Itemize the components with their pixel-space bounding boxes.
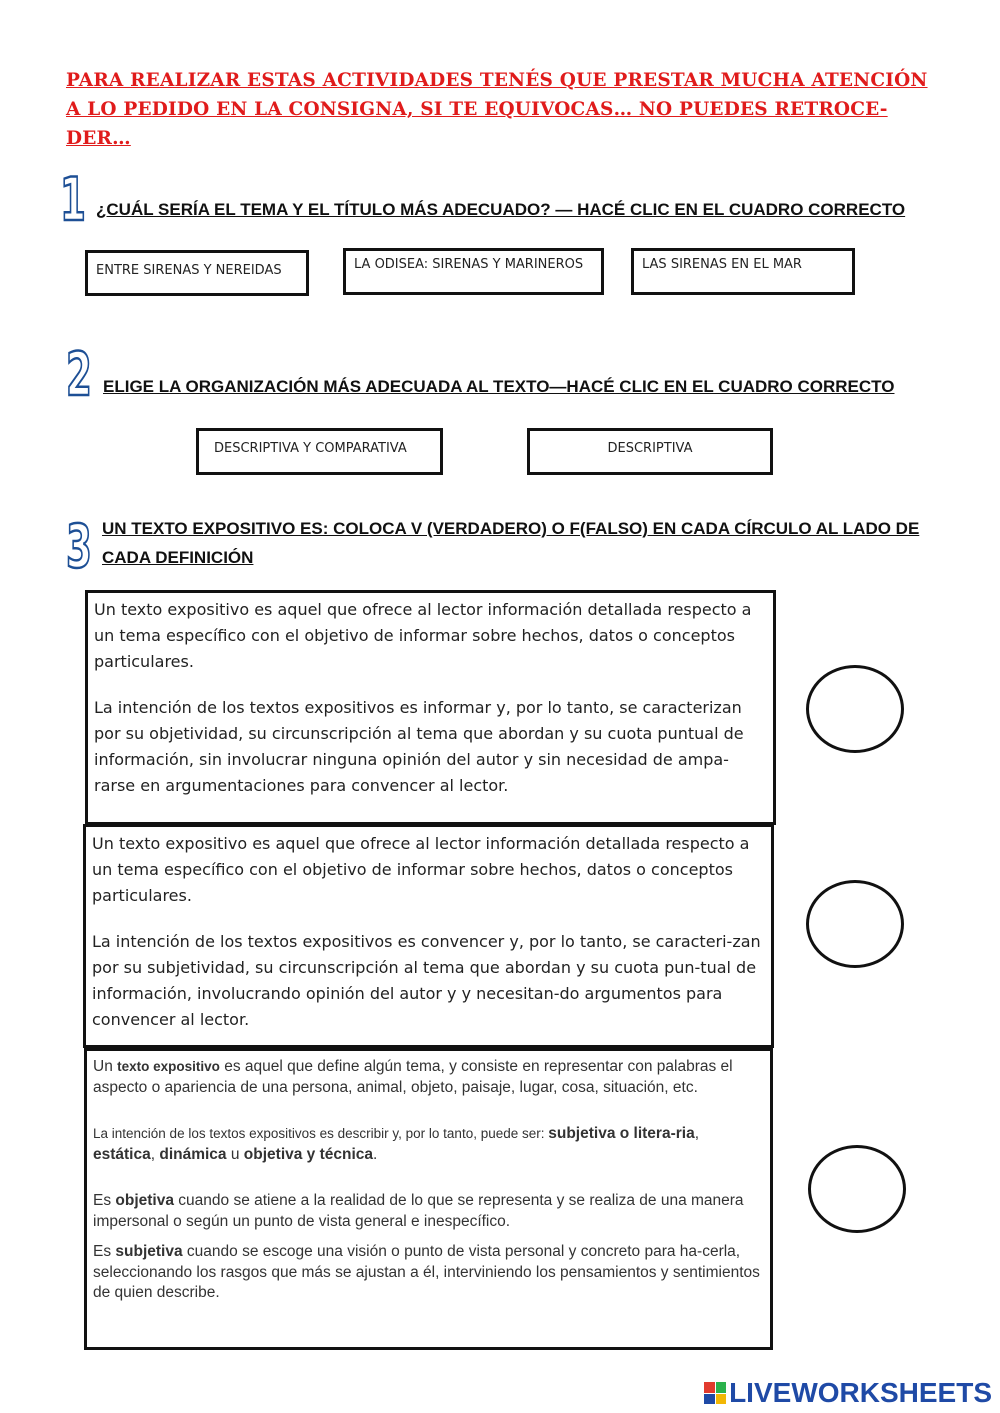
def3-p2-sep-4: . bbox=[373, 1145, 378, 1163]
answer-circle-3[interactable] bbox=[808, 1145, 906, 1233]
question-2-heading: ELIGE LA ORGANIZACIÓN MÁS ADECUADA AL TEXTO—HACÉ CLIC EN EL CUADRO CORRECTO bbox=[103, 377, 895, 396]
def3-p1-text-b: es aquel que define algún tema, y consiste en representar con palabras el aspecto o apariencia de una persona, animal, objeto, paisaje, lugar, cosa, situación, etc. bbox=[93, 1058, 733, 1096]
q2-option-descriptiva-comparativa[interactable]: DESCRIPTIVA Y COMPARATIVA bbox=[196, 428, 443, 475]
definition-box-3 bbox=[84, 1048, 773, 1350]
def3-p3-text-b: cuando se atiene a la realidad de lo que se representa y se realiza de una manera impersonal o según un punto de vista general e inespecífico. bbox=[93, 1192, 744, 1230]
liveworksheets-logo bbox=[704, 1377, 992, 1409]
def3-p4-text-b: cuando se escoge una visión o punto de vista personal y concreto para ha-cerla, seleccionando los rasgos que más se ajustan a él, interviniendo los pensamientos y sentimientos de quien describe. bbox=[93, 1243, 760, 1301]
question-1-heading: ¿CUÁL SERÍA EL TEMA Y EL TÍTULO MÁS ADECUADO? — HACÉ CLIC EN EL CUADRO CORRECTO bbox=[96, 200, 906, 219]
definition-box-2 bbox=[83, 824, 774, 1048]
instructions-text: PARA REALIZAR ESTAS ACTIVIDADES TENÉS QUE PRESTAR MUCHA ATENCIÓN A LO PEDIDO EN LA CONSIGNA, SI TE EQUIVOCAS… NO PUEDES RETROCE-DER… bbox=[66, 70, 928, 149]
answer-circle-1[interactable] bbox=[806, 665, 904, 753]
definition-3-paragraph-1 bbox=[93, 1057, 764, 1098]
def3-p3-bold: objetiva bbox=[115, 1192, 174, 1209]
question-number-2: 2 bbox=[66, 340, 92, 410]
def3-p2-bold-4: objetiva y técnica bbox=[243, 1145, 374, 1163]
def3-p2-sep-2: , bbox=[150, 1145, 160, 1163]
question-number-3: 3 bbox=[66, 512, 92, 582]
liveworksheets-badge-icon bbox=[704, 1382, 726, 1404]
def3-p2-bold-3: dinámica bbox=[159, 1145, 227, 1163]
definition-1-paragraph-2: La intención de los textos expositivos es informar y, por lo tanto, se caracterizan por su objetividad, su circunscripción al tema que abordan y su cuota puntual de información, sin involucrar ninguna opinión del autor y sin necesidad de ampa-rarse en argumentaciones para convencer al lector. bbox=[94, 698, 744, 795]
def3-p2-sep-1: , bbox=[694, 1125, 700, 1142]
def3-p1-bold: texto expositivo bbox=[117, 1059, 220, 1074]
answer-circle-2[interactable] bbox=[806, 880, 904, 968]
definition-3-paragraph-2 bbox=[93, 1124, 764, 1165]
def3-p4-text-a: Es bbox=[93, 1243, 116, 1260]
definition-2-paragraph-1: Un texto expositivo es aquel que ofrece al lector información detallada respecto a un tema específico con el objetivo de informar sobre hechos, datos o conceptos particulares. bbox=[92, 834, 750, 905]
question-3-heading-line2: CADA DEFINICIÓN bbox=[102, 548, 254, 567]
question-3-heading-line1: UN TEXTO EXPOSITIVO ES: COLOCA V (VERDADERO) O F(FALSO) EN CADA CÍRCULO AL LADO DE bbox=[102, 519, 920, 538]
question-number-1: 1 bbox=[60, 165, 86, 235]
def3-p1-text-a: Un bbox=[93, 1058, 118, 1075]
def3-p2-bold-2: estática bbox=[93, 1145, 151, 1163]
def3-p2-sep-3: u bbox=[226, 1145, 244, 1163]
q1-option-entre-sirenas[interactable]: ENTRE SIRENAS Y NEREIDAS bbox=[85, 250, 309, 296]
definition-2-paragraph-2: La intención de los textos expositivos es convencer y, por lo tanto, se caracteri-zan por su subjetividad, su circunscripción al tema que abordan y su cuota pun-tual de información, involucrando opinión del autor y y necesitan-do argumentos para convencer al lector. bbox=[92, 932, 761, 1029]
q2-option-descriptiva[interactable]: DESCRIPTIVA bbox=[527, 428, 773, 475]
definition-box-1 bbox=[85, 590, 776, 825]
definition-1-paragraph-1: Un texto expositivo es aquel que ofrece al lector información detallada respecto a un tema específico con el objetivo de informar sobre hechos, datos o conceptos particulares. bbox=[94, 600, 752, 671]
q1-option-la-odisea[interactable]: LA ODISEA: SIRENAS Y MARINEROS bbox=[343, 248, 604, 295]
def3-p2-text-a: La intención de los textos expositivos es describir y, por lo tanto, puede ser: bbox=[93, 1126, 549, 1141]
definition-3-paragraph-3 bbox=[93, 1191, 764, 1232]
def3-p4-bold: subjetiva bbox=[115, 1243, 183, 1260]
liveworksheets-wordmark: LIVEWORKSHEETS bbox=[729, 1377, 992, 1408]
def3-p3-text-a: Es bbox=[93, 1192, 116, 1209]
q1-option-las-sirenas[interactable]: LAS SIRENAS EN EL MAR bbox=[631, 248, 855, 295]
definition-3-paragraph-4 bbox=[93, 1242, 764, 1304]
def3-p2-bold-1: subjetiva o litera-ria bbox=[548, 1125, 695, 1142]
